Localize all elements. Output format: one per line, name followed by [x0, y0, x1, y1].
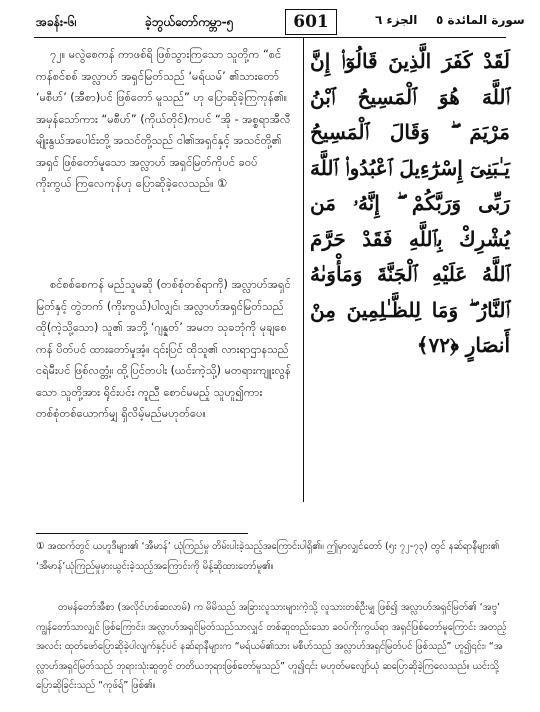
surah-label: سورة المائدة ٥ [436, 13, 525, 27]
translation-paragraph-2: စင်စစ်စေကန် မည်သူမဆို (တစ်စုံတစ်ရာကို) အလ္လာဟ်အရှင်မြတ်နှင့် တွဲဘက် (ကိုးကွယ်)ပါလျှင်၊ အလ္လာဟ်အရှင်မြတ်သည် ထို(ကဲ့သို့သော) သူ၏ အဘို့ ‘ဂျန္နတ်’ အမတ သုခဘုံကို မုချစေကန် ပိတ်ပင် ထားတော်မူအံ့။ ၎င်းပြင် ထိုသူ၏ လားရာဌာနသည် ငရဲမီးပင် ဖြစ်လတ္တံ့။ ထို့ပြင်တပါး (ယင်းကဲ့သို့) မတရားကျူးလွန်သော သူတို့အား ရိုင်းပင်း ကူညီ စောင်မမည့် သူဟူ၍ကား တစ်စုံတစ်ယောက်မျှ ရှိလိမ့်မည်မဟုတ်ပေ။ [36, 278, 291, 420]
juz-label: الجزء ٦ [375, 13, 418, 27]
translation-paragraph-1: ၇၂။ မလွဲစေကန် ကာဖစ်ရိ ဖြစ်သွားကြသော သူတို့က “စင်ကန်စင်စစ် အလ္လာဟ် အရှင်မြတ်သည် ‘မရ်ယမ်’ ၏သားတော် ‘မစီဟ်’ (အီစာ)ပင် ဖြစ်တော် မူသည်” ဟု ပြောဆိုခဲ့ကြကုန်၏။ အမှန်သော်ကား “မစီဟ်” (ကိုယ်တိုင်)ကပင် “အို - အစ္စရာအီလီ မျိုးနွယ်အပေါင်းတို့ အသင်တို့သည် ငါ၏အရှင်နှင့် အသင်တို့၏ အရှင် ဖြစ်တော်မူသော အလ္လာဟ် အရှင်မြတ်ကိုပင် ခဝပ်ကိုးကွယ် ကြလေကုန်ဟု ပြောဆိုခဲ့လေသည်။ ① [36, 48, 291, 190]
footnote-rule [36, 533, 248, 534]
chapter-label: အခန်း-၆၊ [36, 15, 77, 29]
header-rule [34, 37, 506, 38]
column-divider [303, 38, 304, 502]
section-title: ခဲ့ဘွယ်တော်ကမ္ဘာ-၅ [145, 15, 234, 29]
footnote-2: တမန်တော်အီစာ (အလိုင်ဟစ်ဆလာမ်) က မိမိသည် အခြားလူသားများကဲ့သို့ လူသားတစ်ဦးမျှ ဖြစ်၍ အလ္လာဟ်အရှင်မြတ်၏ ‘အဗ္ဒ’ ကျွန်တော်သာလျှင် ဖြစ်ကြောင်း၊ အလ္လာဟ်အရှင်မြတ်သည်သာလျှင် တစ်ဆူတည်းသော ခဝပ်ကိုးကွယ်ရာ အရှင်ဖြစ်တော်မူကြောင်း အတည့်အလင်း ထုတ်ဖော်ပြောဆိုခဲ့ပါလျက်နှင့်ပင် နဆ်ရာနီများက “မရ်ယမ်၏သား မစီဟ်သည် အလ္လာဟ်အရှင်မြတ်ပင် ဖြစ်သည်” ဟူ၍၎င်း၊ “အလ္လာဟ်အရှင်မြတ်သည် ဘုရားသုံးဆူတွင် တတိယဘုရားဖြစ်တော်မူသည်” ဟူ၍၎င်း မဟုတ်မလျော်ယုံ ဆပြောဆိုခဲ့ကြလေသည်။ ယင်းသို့ ပြောဆိုခြင်းသည် “ကုဖ်ရ်” ဖြစ်၏။ [36, 602, 507, 692]
footnote-1: ① အထက်တွင် ယဟူဒီများ၏ ‘အီမာန်’ ယုံကြည်မှု တိမ်းပါးခဲ့သည့်အကြောင်းပါရှိ၏။ ဤမှာလျှင်တော် (၅း ၇၂-၇၃) တွင် နဆ်ရာနီများ၏ ‘အီမာန်’ယုံကြည်မှုမှားယွင်းခဲ့သည့်အကြောင်းကို မိန့်ဆိုထားတော်မူ၏။ [36, 541, 500, 572]
arabic-verse: لَقَدْ كَفَرَ الَّذِينَ قَالُوٓا۟ إِنَّ ٱللَّهَ هُوَ ٱلْمَسِيحُ ٱبْنُ مَرْيَمَ ۖ وَقَالَ ٱلْمَسِيحُ يَـٰبَنِىٓ إِسْرَٰٓءِيلَ ٱعْبُدُوا۟ ٱللَّهَ رَبِّى وَرَبَّكُمْ ۖ إِنَّهُۥ مَن يُشْرِكْ بِٱللَّهِ فَقَدْ حَرَّمَ ٱللَّهُ عَلَيْهِ ٱلْجَنَّةَ وَمَأْوَىٰهُ ٱلنَّارُ ۖ وَمَا لِلظَّـٰلِمِينَ مِنْ أَنصَارٍ ﴿٧٢﴾ [310, 49, 510, 357]
page-number-box: 601 [285, 9, 337, 35]
